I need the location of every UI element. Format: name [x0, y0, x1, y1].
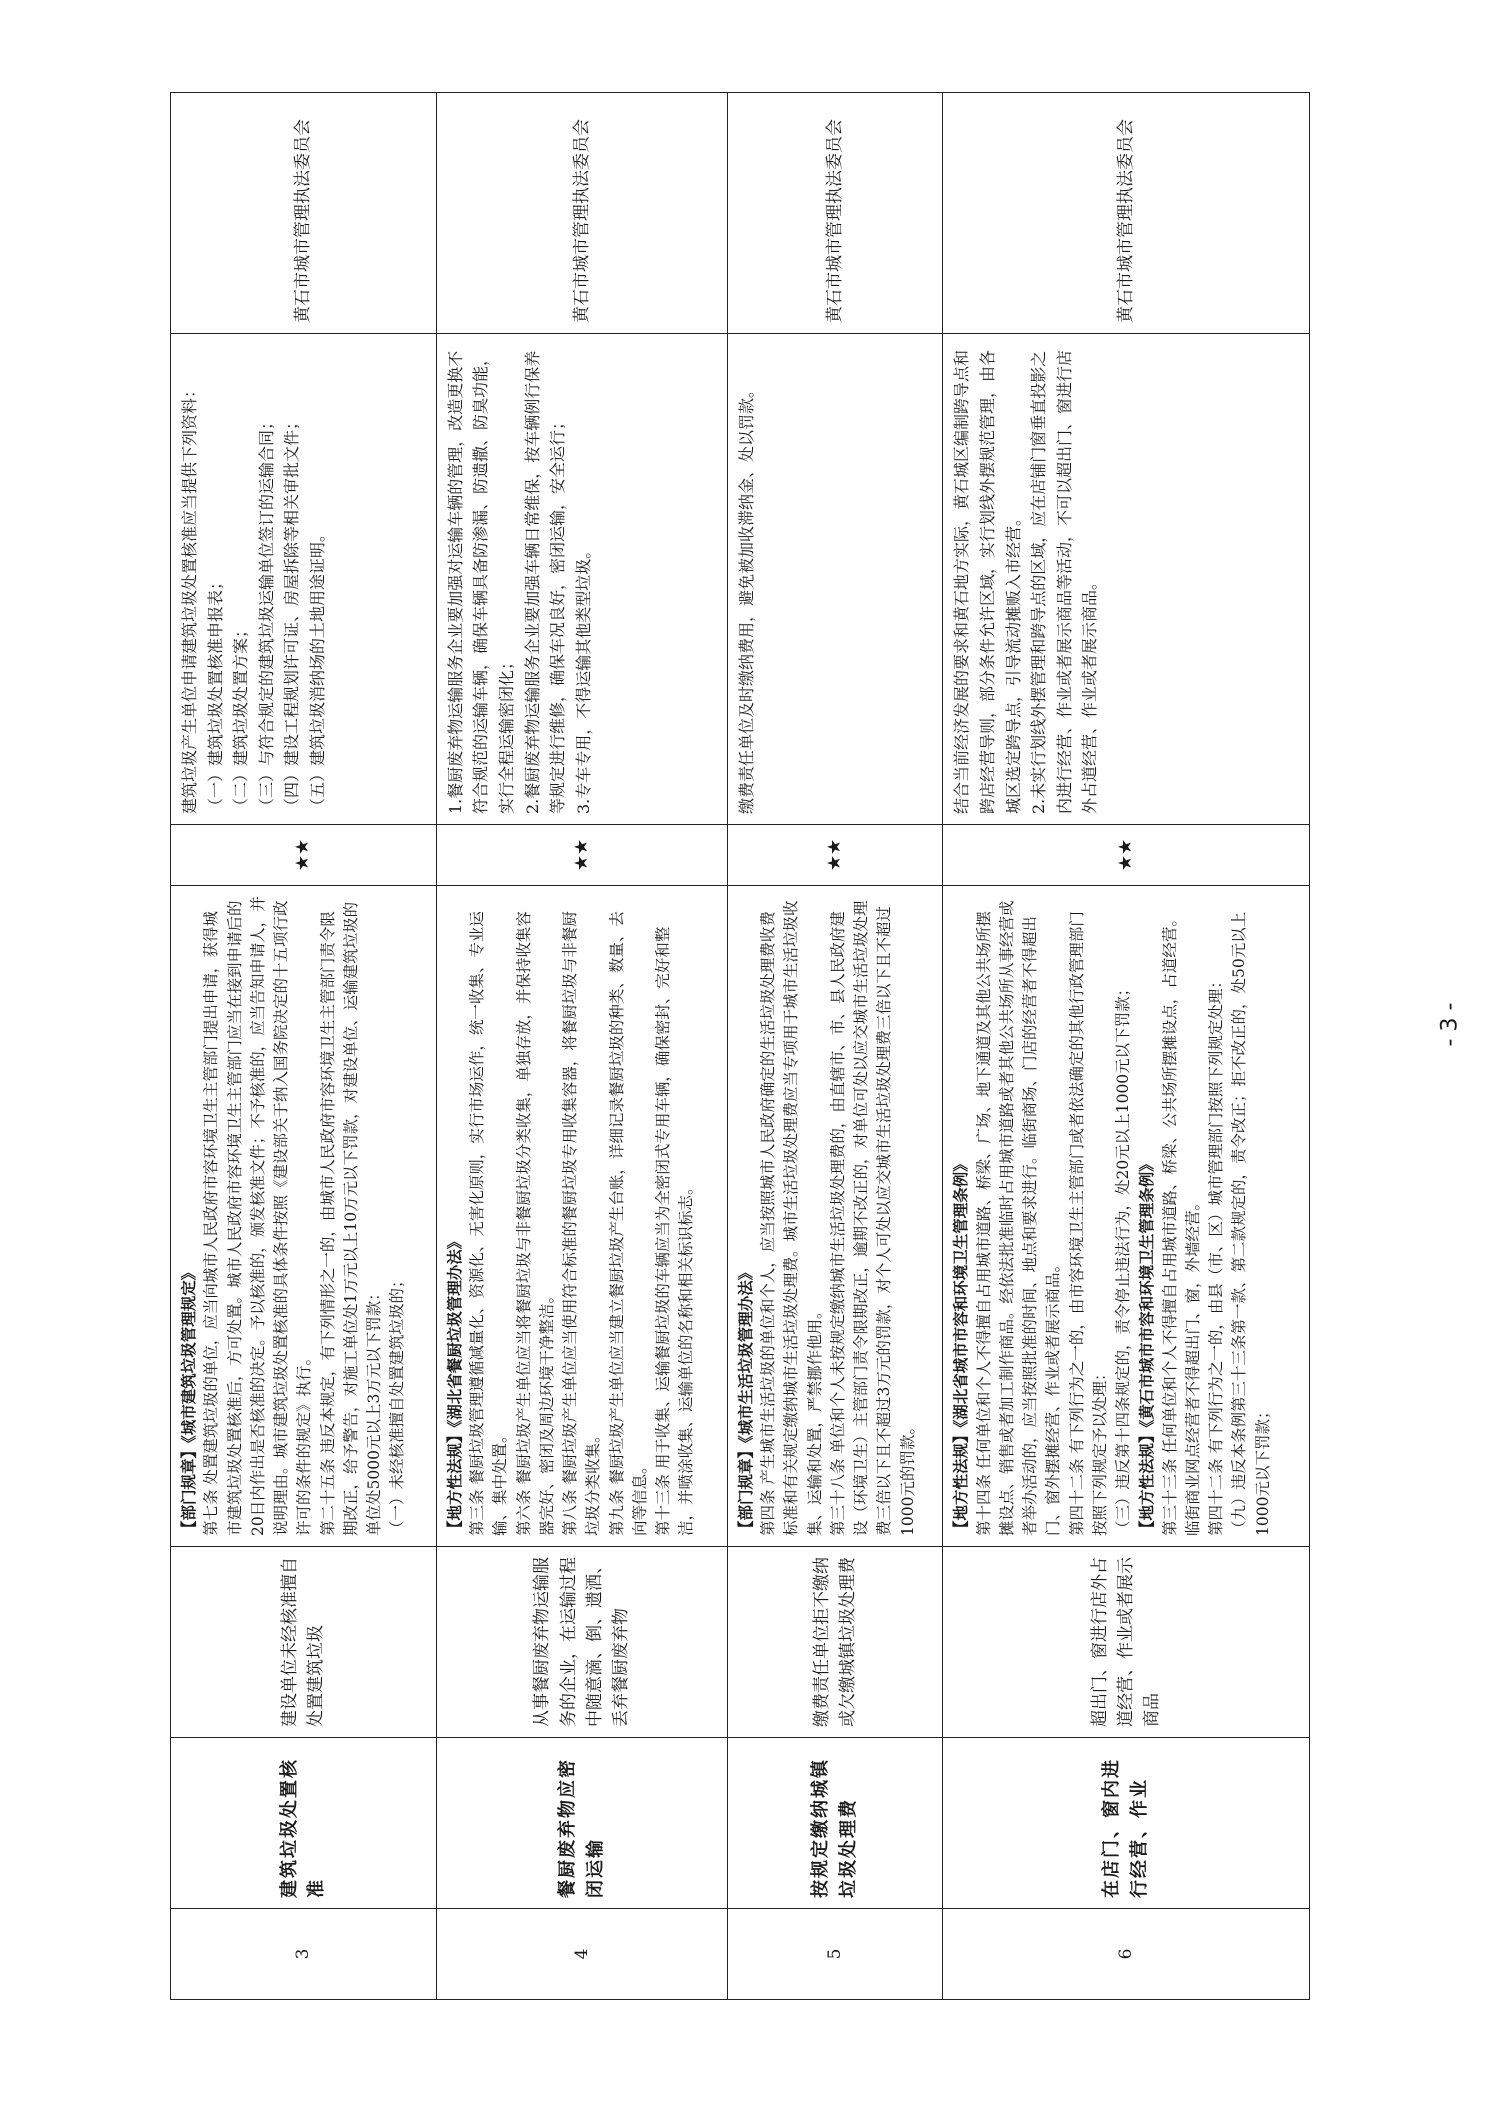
- legal-basis-paragraph: 【地方性法规】《湖北省城市市容和环境卫生管理条例》: [951, 1156, 971, 1536]
- violation-situation: 缴费责任单位拒不缴纳或欠缴城镇垃圾处理费: [727, 1547, 943, 1738]
- rotated-table-page: [170, 119, 1310, 2000]
- violation-situation: 建设单位未经核准擅自处置建筑垃圾: [171, 1547, 437, 1738]
- legal-basis: [171, 886, 437, 1547]
- row-number: 5: [727, 1909, 943, 2000]
- item-name: 按规定缴纳城镇垃圾处理费: [727, 1738, 943, 1909]
- legal-basis-paragraph: （一）未经核准擅自处置建筑垃圾的；: [388, 1272, 407, 1536]
- standard-paragraph: （三）与符合规定的建筑垃圾运输单位签订的运输合同；: [256, 413, 276, 814]
- risk-stars: ★★: [727, 825, 943, 886]
- standard-paragraph: 2.餐厨废弃物运输服务企业要加强车辆日常维保，按车辆例行保养等规定进行维修，确保车况良好，密闭运输，安全运行；: [522, 350, 568, 814]
- legal-basis-paragraph: 第十四条 任何单位和个人不得擅自占用城市道路、桥梁、广场、地下通道及其他公共场所摆摊设点、销售或者加工制作商品。经依法批准临时占用城市道路或者其他公共场所从事经营或者举办活动的，应当按照批准的时间、地点和要求进行。临街商场、门店的经营者不得超出门、窗外摆摊经营、作业或者展示商品。: [974, 900, 1063, 1536]
- standard-paragraph: （二）建筑垃圾处置方案；: [231, 621, 251, 814]
- row-number: 4: [436, 1909, 727, 2000]
- enforcement-agency: 黄石市城市管理执法委员会: [171, 93, 437, 334]
- legal-basis: [727, 886, 943, 1547]
- risk-stars: ★★: [436, 825, 727, 886]
- compliance-standard: [727, 334, 943, 825]
- legal-basis-paragraph: 第三条 餐厨垃圾管理遵循减量化、资源化、无害化原则，实行市场运作，统一收集、专业运输、集中处置。: [468, 911, 510, 1536]
- page-number: - 3 -: [1437, 1002, 1463, 1047]
- standard-paragraph: 2.未实行划线外摆管理和跨导点的区域，应在店铺门窗垂直投影之内进行经营、作业或者展示商品等活动，不可以超出门、窗进行店外占道经营、作业或者展示商品。: [1029, 349, 1100, 814]
- risk-stars: ★★: [943, 825, 1310, 886]
- compliance-standard: [171, 334, 437, 825]
- legal-basis-paragraph: 第四十二条 有下列行为之一的，由市容环境卫生主管部门或者依法确定的其他行政管理部门按照下列规定予以处理：: [1067, 911, 1109, 1536]
- legal-basis-paragraph: 第三十八条 单位和个人未按规定缴纳城市生活垃圾处理费的，由直辖市、市、县人民政府建设（环境卫生）主管部门责令限期改正，逾期不改正的，对单位可处以应交城市生活垃圾处理费三倍以下且不超过3万元的罚款，对个人可处以应交城市生活垃圾处理费三倍以下且不超过1000元的罚款。: [828, 900, 917, 1536]
- risk-stars: ★★: [171, 825, 437, 886]
- law-enforcement-table: [170, 92, 1310, 2000]
- item-name: 建筑垃圾处置核准: [171, 1738, 437, 1909]
- legal-basis: [436, 886, 727, 1547]
- legal-basis-paragraph: 第九条 餐厨垃圾产生单位应当建立餐厨垃圾产生台账，详细记录餐厨垃圾的种类、数量、去向等信息。: [607, 911, 649, 1536]
- table-row: [727, 93, 943, 2000]
- legal-basis-paragraph: 第三十三条 任何单位和个人不得擅自占用城市道路、桥梁、公共场所摆摊设点，占道经营。临街商业网点经营者不得超出门、窗，外墙经营。: [1160, 911, 1202, 1536]
- table-row: [171, 93, 437, 2000]
- legal-basis-paragraph: 第四条 产生城市生活垃圾的单位和个人，应当按照城市人民政府确定的生活垃圾处理费收费标准和有关规定缴纳城市生活垃圾处理费。城市生活垃圾处理费应当专项用于城市生活垃圾收集、运输和处置，严禁挪作他用。: [759, 900, 824, 1536]
- enforcement-agency: 黄石市城市管理执法委员会: [727, 93, 943, 334]
- legal-basis-paragraph: 第六条 餐厨垃圾产生单位应当将餐厨垃圾与非餐厨垃圾分类收集，单独存放，并保持收集容器完好、密闭及周边环境干净整洁。: [514, 911, 556, 1536]
- legal-basis-paragraph: （九）违反本条例第三十三条第一款、第二款规定的，责令改正；拒不改正的，处50元以上1000元以下罚款；: [1230, 911, 1272, 1536]
- legal-basis-paragraph: （三）违反第十四条规定的，责令停止违法行为，处20元以上1000元以下罚款；: [1114, 980, 1133, 1536]
- standard-paragraph: 1.餐厨废弃物运输服务企业要加强对运输车辆的管理，改造更换不符合规范的运输车辆，确保车辆具备防渗漏、防遗撒、防臭功能，实行全程运输密闭化；: [445, 349, 517, 814]
- item-name: 在店门、窗内进行经营、作业: [943, 1738, 1310, 1909]
- standard-paragraph: 3.专车专用，不得运输其他类型垃圾。: [573, 542, 593, 814]
- legal-basis-paragraph: 【地方性法规】《黄石市城市市容和环境卫生管理条例》: [1137, 1156, 1157, 1536]
- enforcement-agency: 黄石市城市管理执法委员会: [436, 93, 727, 334]
- item-name: 餐厨废弃物应密闭运输: [436, 1738, 727, 1909]
- standard-paragraph: 缴费责任单位及时缴纳费用，避免被加收滞纳金、处以罚款。: [736, 381, 756, 814]
- violation-situation: 超出门、窗进行店外占道经营、作业或者展示商品: [943, 1547, 1310, 1738]
- legal-basis-paragraph: 第八条 餐厨垃圾产生单位应当使用符合标准的餐厨垃圾专用收集容器，将餐厨垃圾与非餐厨垃圾分类收集。: [561, 911, 603, 1536]
- row-number: 6: [943, 1909, 1310, 2000]
- legal-basis-paragraph: 第四十二条 有下列行为之一的，由县（市、区）城市管理部门按照下列规定处理：: [1207, 973, 1226, 1536]
- table-row: [943, 93, 1310, 2000]
- legal-basis-paragraph: 第二十五条 违反本规定，有下列情形之一的，由城市人民政府市容环境卫生主管部门责令限期改正，给予警告，对施工单位处1万元以上10万元以下罚款，对建设单位、运输建筑垃圾的单位处5000元以上3万元以下罚款：: [318, 901, 383, 1536]
- legal-basis-paragraph: 【地方性法规】《湖北省餐厨垃圾管理办法》: [444, 1233, 464, 1536]
- legal-basis-paragraph: 【部门规章】《城市生活垃圾管理办法》: [735, 1264, 755, 1536]
- standard-paragraph: （一）建筑垃圾处置核准申报表；: [205, 573, 225, 814]
- standard-paragraph: （五）建筑垃圾消纳场的土地用途证明。: [307, 525, 327, 814]
- violation-situation: 从事餐厨废弃物运输服务的企业，在运输过程中随意滴、倒、遗洒、丢弃餐厨废弃物: [436, 1547, 727, 1738]
- standard-paragraph: （四）建设工程规划许可证、房屋拆除等相关审批文件；: [282, 413, 302, 814]
- legal-basis-paragraph: 【部门规章】《城市建筑垃圾管理规定》: [179, 1264, 198, 1536]
- table-row: [436, 93, 727, 2000]
- compliance-standard: [943, 334, 1310, 825]
- legal-basis-paragraph: 第七条 处置建筑垃圾的单位，应当向城市人民政府市容环境卫生主管部门提出申请，获得城市建筑垃圾处置核准后，方可处置。城市人民政府市容环境卫生主管部门应当在接到申请后的20日内作出是否核准的决定。予以核准的，颁发核准文件；不予核准的，应当告知申请人，并说明理由。城市建筑垃圾处置核准的具体条件按照《建设部关于纳入国务院决定的十五项行政许可的条件的规定》执行。: [202, 896, 314, 1536]
- enforcement-agency: 黄石市城市管理执法委员会: [943, 93, 1310, 334]
- legal-basis: [943, 886, 1310, 1547]
- standard-paragraph: 结合当前经济发展的要求和黄石地方实际，黄石城区编制跨导点和跨店经营导则，部分条件允许区域，实行划线外摆规范管理，由各城区选定跨导点，引导流动摊贩入市经营。: [952, 349, 1023, 814]
- row-number: 3: [171, 1909, 437, 2000]
- compliance-standard: [436, 334, 727, 825]
- standard-paragraph: 建筑垃圾产生单位申请建筑垃圾处置核准应当提供下列资料：: [180, 381, 199, 814]
- legal-basis-paragraph: 第十三条 用于收集、运输餐厨垃圾的车辆应当为全密闭式专用车辆，确保密封、完好和整洁，并喷涂收集、运输单位的名称和相关标识标志。: [654, 926, 696, 1536]
